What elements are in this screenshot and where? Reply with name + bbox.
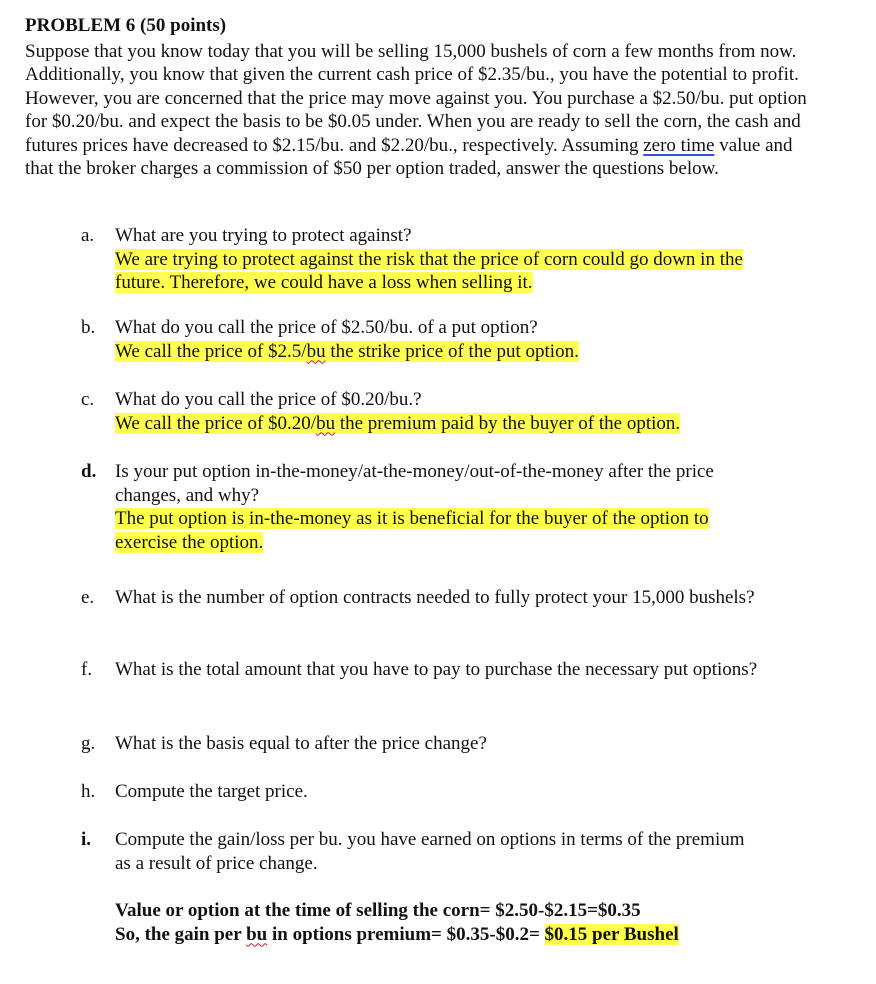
- spell-flag-word: bu: [306, 340, 326, 362]
- answer-b: [115, 340, 765, 364]
- question-d: [81, 460, 765, 554]
- question-g: [81, 732, 765, 756]
- answer-text-b: the strike price of the put option.: [325, 340, 579, 362]
- intro-text-b: value and that the broker charges a commission of $50 per option traded, answer the questions below.: [25, 134, 793, 179]
- question-text: What do you call the price of $2.50/bu. of a put option?: [115, 317, 538, 338]
- question-letter: d.: [81, 461, 97, 482]
- question-text: What are you trying to protect against?: [115, 225, 412, 246]
- final-line-2: [115, 923, 765, 947]
- problem-intro: [25, 40, 815, 181]
- question-b: [81, 316, 765, 363]
- problem-title: PROBLEM 6 (50 points): [25, 15, 227, 36]
- spell-flag-word: bu: [316, 412, 336, 434]
- question-letter: f.: [81, 659, 93, 680]
- question-letter: h.: [81, 781, 96, 802]
- question-c: [81, 388, 765, 435]
- answer-c: [115, 412, 765, 436]
- question-letter: a.: [81, 225, 95, 246]
- answer-a: [115, 248, 765, 295]
- answer-text-a: We call the price of $2.5/: [115, 340, 307, 362]
- problem-header: [25, 14, 815, 181]
- question-e: [81, 586, 765, 610]
- question-text: What is the number of option contracts needed to fully protect your 15,000 bushels?: [115, 587, 755, 608]
- question-f: [81, 658, 765, 682]
- final-answer-highlight: $0.15 per Bushel: [544, 923, 679, 945]
- question-text: What is the basis equal to after the price change?: [115, 733, 487, 754]
- intro-underlined-term: zero time: [643, 134, 715, 156]
- question-i: [81, 828, 765, 946]
- spell-flag-word: bu: [246, 923, 268, 945]
- final-text-a: So, the gain per: [115, 923, 247, 945]
- intro-text-a: Suppose that you know today that you will be selling 15,000 bushels of corn a few months from now. Additionally, you know that given the current cash price of $2.35/bu., you have the potential to profit. However, you are concerned that the price may move against you. You purchase a $2.50/bu. put option for $0.20/bu. and expect the basis to be $0.05 under. When you are ready to sell the corn, the cash and futures prices have decreased to $2.15/bu. and $2.20/bu., respectively. Assuming: [25, 40, 807, 156]
- question-a: [81, 224, 765, 295]
- final-text-b: in options premium= $0.35-$0.2=: [267, 923, 545, 945]
- question-letter: g.: [81, 733, 96, 754]
- answer-highlight: The put option is in-the-money as it is beneficial for the buyer of the option to exercise the option.: [115, 508, 709, 553]
- question-text: Compute the target price.: [115, 781, 308, 802]
- question-letter: b.: [81, 317, 96, 338]
- answer-text-a: We call the price of $0.20/: [115, 412, 317, 434]
- answer-highlight: We are trying to protect against the risk that the price of corn could go down in the future. Therefore, we could have a loss when selling it.: [115, 248, 743, 293]
- question-text: What do you call the price of $0.20/bu.?: [115, 389, 422, 410]
- question-text: What is the total amount that you have to pay to purchase the necessary put options?: [115, 659, 758, 680]
- question-text: Is your put option in-the-money/at-the-money/out-of-the-money after the price changes, and why?: [115, 461, 714, 506]
- question-text: Compute the gain/loss per bu. you have earned on options in terms of the premium as a result of price change.: [115, 829, 745, 874]
- question-letter: i.: [81, 829, 92, 850]
- question-letter: c.: [81, 389, 95, 410]
- final-line-1: Value or option at the time of selling the corn= $2.50-$2.15=$0.35: [115, 900, 641, 921]
- answer-highlight: [115, 341, 579, 362]
- question-letter: e.: [81, 587, 95, 608]
- answer-d: [115, 507, 765, 554]
- answer-highlight: [115, 413, 680, 434]
- answer-text-b: the premium paid by the buyer of the option.: [335, 412, 681, 434]
- question-h: [81, 780, 765, 804]
